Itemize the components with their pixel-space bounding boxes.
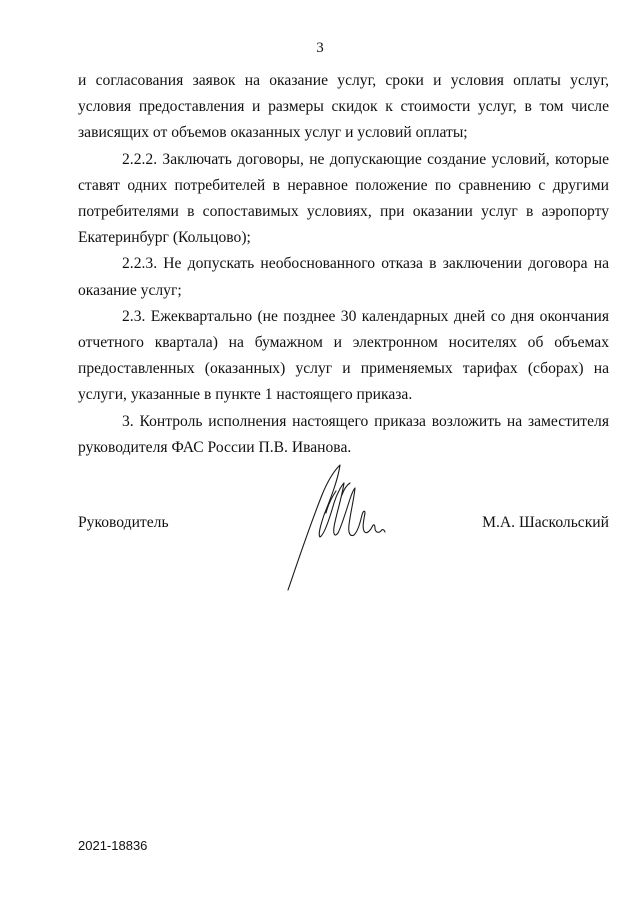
paragraph-2-2-3: 2.2.3. Не допускать необоснованного отказа в заключении договора на оказание услуг; — [78, 255, 609, 299]
paragraph-2-3: 2.3. Ежеквартально (не позднее 30 календарных дней со дня окончания отчетного квартала) на бумажном и электронном носителях об объемах предоставленных (оказанных) услуг и применяемых тарифах (сборах) на услуги, указанные в пункте 1 настоящего приказа. — [78, 307, 609, 404]
handwritten-signature-icon — [280, 455, 390, 595]
document-registration-number: 2021-18836 — [78, 838, 148, 853]
signatory-name: М.А. Шаскольский — [482, 514, 609, 531]
signatory-title: Руководитель — [78, 514, 169, 531]
document-body — [78, 68, 609, 461]
paragraph-2-2-2: 2.2.2. Заключать договоры, не допускающие создание условий, которые ставят одних потребителей в неравное положение по сравнению с другими потребителями в сопоставимых условиях, при оказании услуг в аэропорту Екатеринбург (Кольцово); — [78, 150, 609, 247]
page-number: 3 — [316, 40, 324, 56]
paragraph-continuation: и согласования заявок на оказание услуг, сроки и условия оплаты услуг, условия предоставления и размеры скидок к стоимости услуг, в том числе зависящих от объемов оказанных услуг и условий оплаты; — [78, 72, 609, 142]
paragraph-3: 3. Контроль исполнения настоящего приказа возложить на заместителя руководителя ФАС России П.В. Иванова. — [78, 412, 609, 456]
